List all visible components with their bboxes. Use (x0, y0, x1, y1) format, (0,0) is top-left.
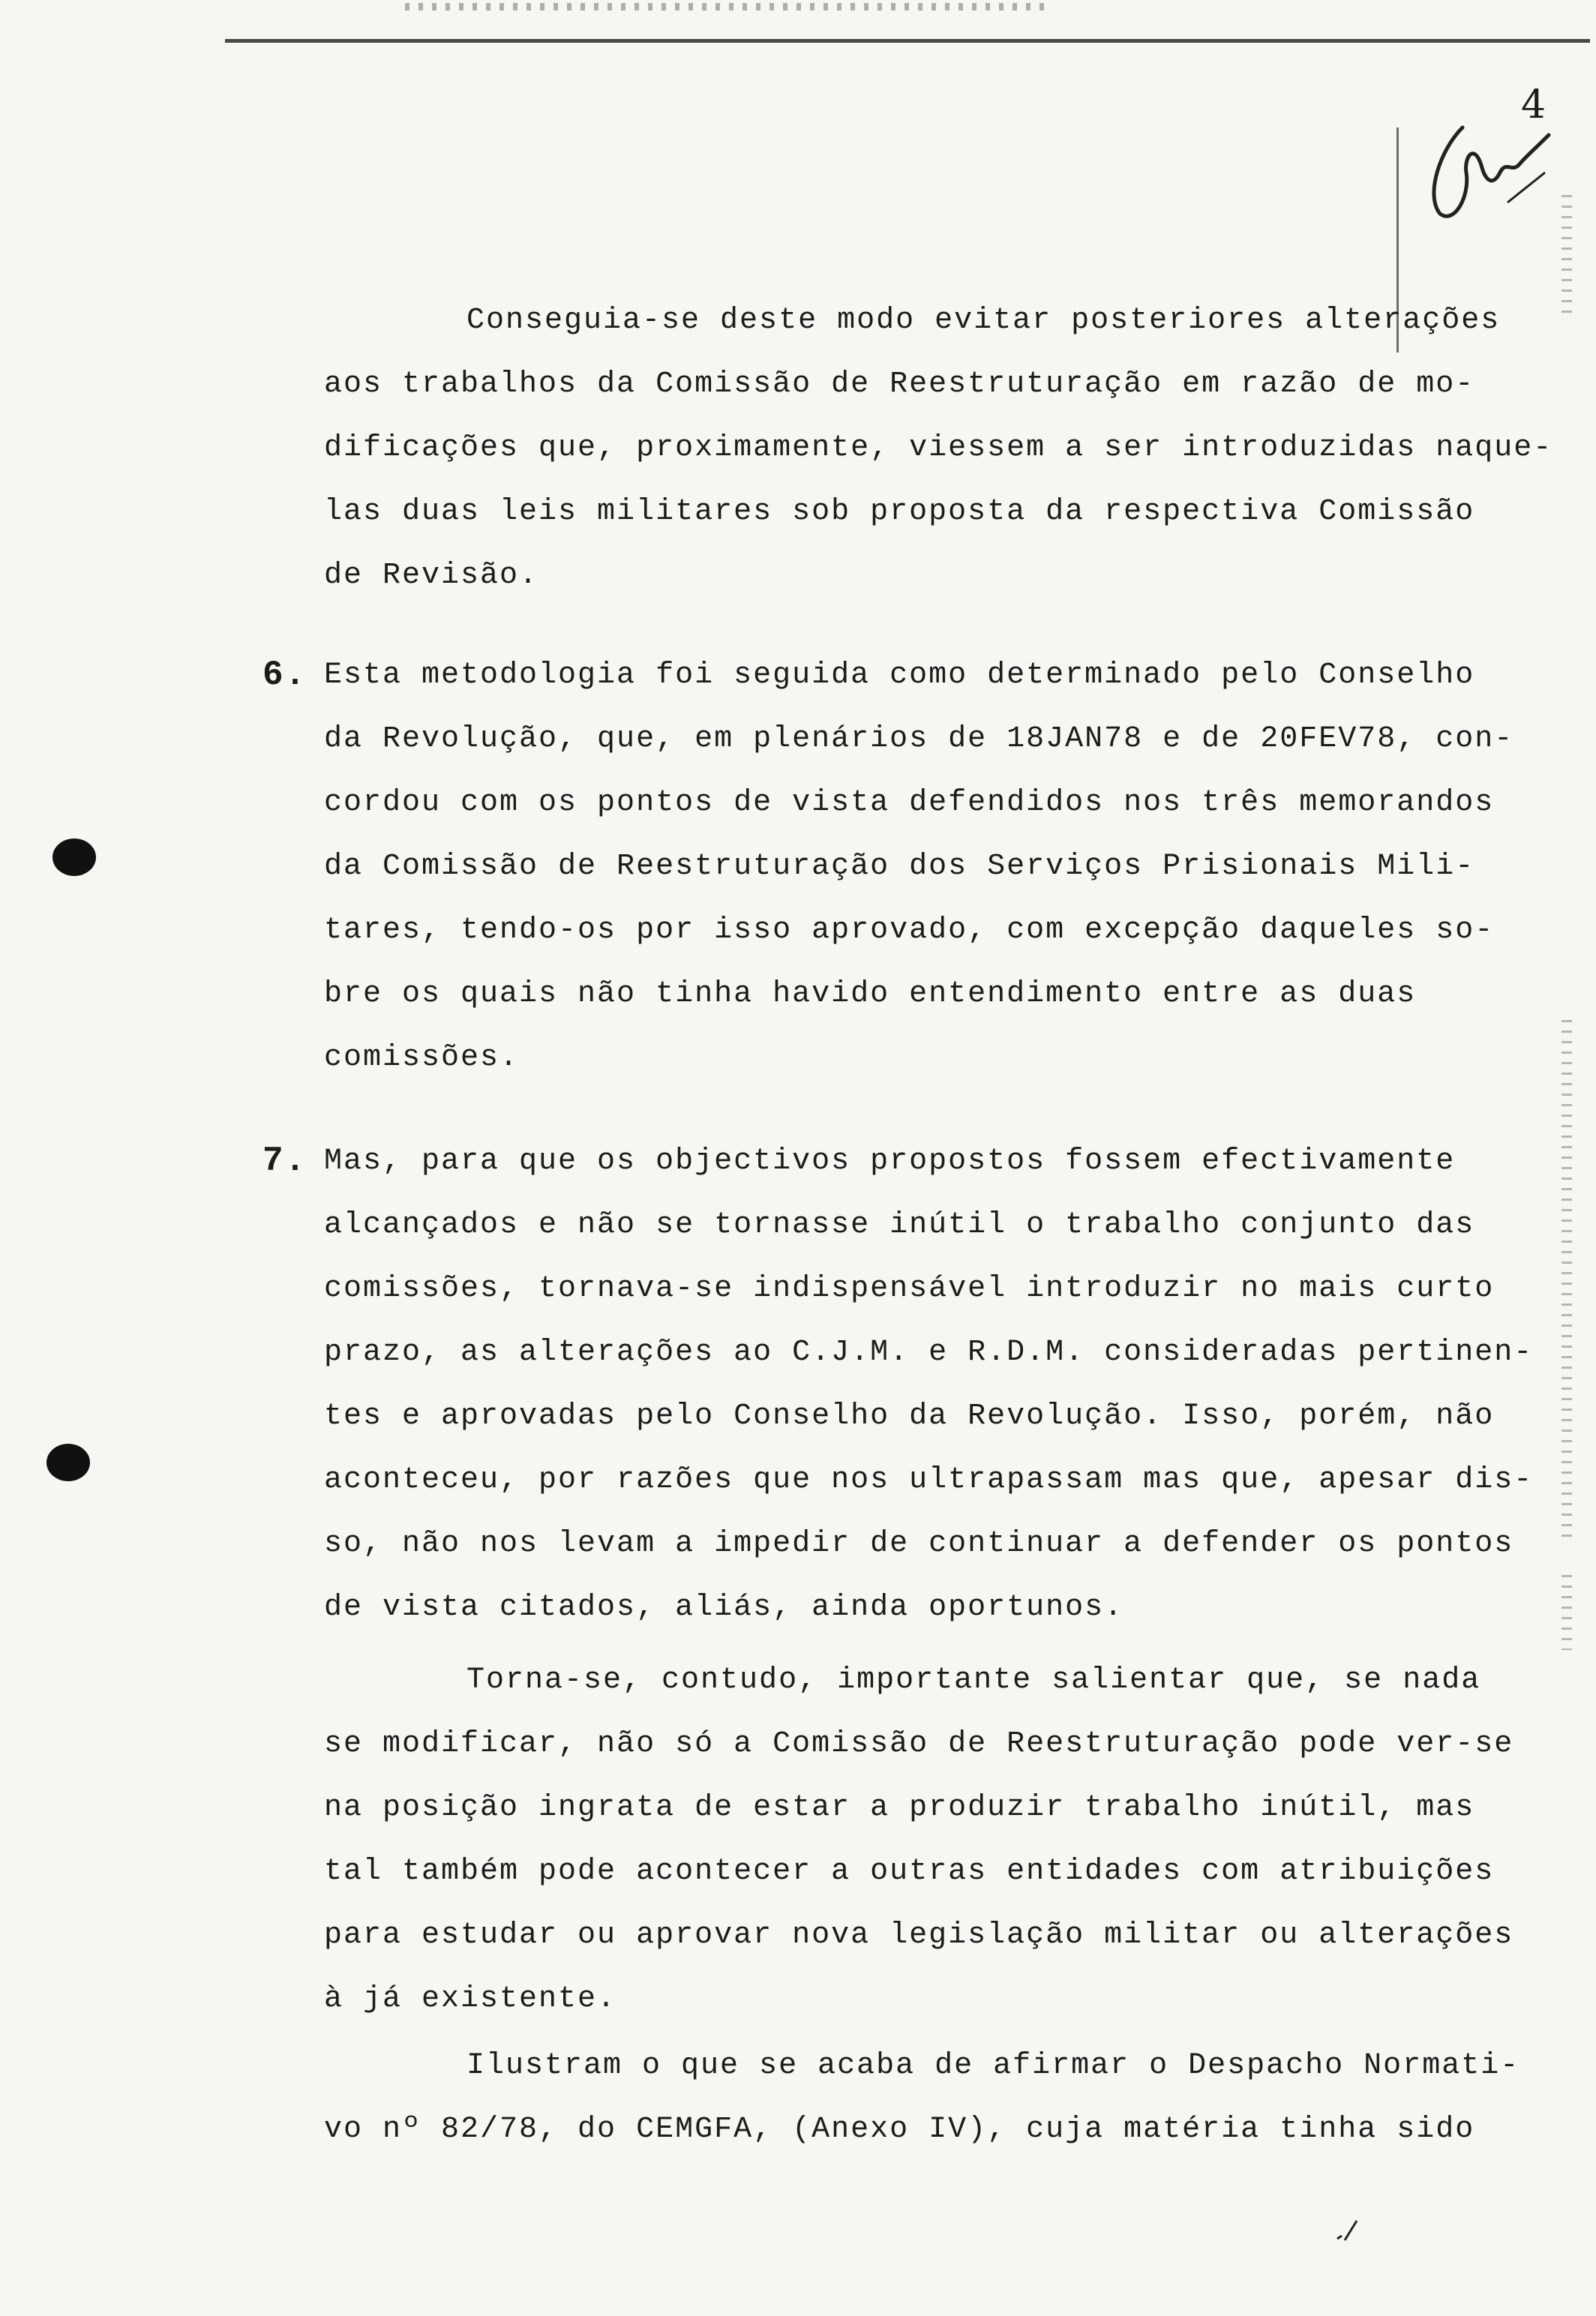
text-line: se modificar, não só a Comissão de Reestruturação pode ver-se (324, 1727, 1514, 1761)
text-line: tares, tendo-os por isso aprovado, com excepção daqueles so- (324, 914, 1495, 947)
text-line: so, não nos levam a impedir de continuar a defender os pontos (324, 1527, 1514, 1561)
text-line: alcançados e não se tornasse inútil o trabalho conjunto das (324, 1208, 1475, 1242)
text-line: Mas, para que os objectivos propostos fossem efectivamente (324, 1144, 1456, 1178)
text-line: à já existente. (324, 1982, 617, 2016)
text-line: Ilustram o que se acaba de afirmar o Despacho Normati- (466, 2049, 1520, 2083)
text-line: vo nº 82/78, do CEMGFA, (Anexo IV), cuja matéria tinha sido (324, 2113, 1475, 2146)
pen-mark (1331, 2216, 1361, 2246)
paragraph-number: 7. (262, 1142, 308, 1180)
paragraph (324, 289, 1554, 608)
paragraph-7 (262, 1130, 1554, 1640)
text-line: da Comissão de Reestruturação dos Serviços Prisionais Mili- (324, 850, 1475, 884)
scan-noise (1562, 195, 1572, 315)
paragraph-number: 6. (262, 656, 308, 694)
text-line: bre os quais não tinha havido entendimento entre as duas (324, 977, 1417, 1011)
scan-noise (1562, 1575, 1572, 1650)
header-rule (225, 39, 1590, 43)
text-line: de Revisão. (324, 559, 539, 592)
text-line: aos trabalhos da Comissão de Reestruturação em razão de mo- (324, 368, 1475, 401)
text-line: de vista citados, aliás, ainda oportunos. (324, 1591, 1124, 1624)
text-line: comissões, tornava-se indispensável introduzir no mais curto (324, 1272, 1495, 1306)
text-line: cordou com os pontos de vista defendidos nos três memorandos (324, 786, 1495, 820)
paragraph-6 (262, 644, 1554, 1090)
paragraph (324, 2034, 1554, 2162)
text-line: dificações que, proximamente, viessem a ser introduzidas naque- (324, 431, 1553, 465)
text-line: tes e aprovadas pelo Conselho da Revolução. Isso, porém, não (324, 1400, 1495, 1433)
scan-smudge (405, 3, 1050, 10)
text-line: las duas leis militares sob proposta da respectiva Comissão (324, 495, 1475, 529)
text-line: Esta metodologia foi seguida como determinado pelo Conselho (324, 658, 1475, 692)
text-line: Conseguia-se deste modo evitar posteriores alterações (466, 304, 1501, 338)
punch-hole (46, 1444, 90, 1481)
text-line: comissões. (324, 1041, 520, 1075)
scan-noise (1562, 1020, 1572, 1545)
text-line: na posição ingrata de estar a produzir trabalho inútil, mas (324, 1791, 1475, 1825)
text-line: tal também pode acontecer a outras entidades com atribuições (324, 1855, 1495, 1888)
text-line: para estudar ou aprovar nova legislação militar ou alterações (324, 1918, 1514, 1952)
text-line: da Revolução, que, em plenários de 18JAN78 e de 20FEV78, con- (324, 722, 1514, 756)
text-line: aconteceu, por razões que nos ultrapassam mas que, apesar dis- (324, 1463, 1534, 1497)
text-line: Torna-se, contudo, importante salientar que, se nada (466, 1664, 1481, 1697)
paragraph (324, 1648, 1554, 2031)
punch-hole (52, 838, 96, 876)
text-line: prazo, as alterações ao C.J.M. e R.D.M. consideradas pertinen- (324, 1336, 1534, 1370)
page-number: 4 (1521, 82, 1546, 128)
